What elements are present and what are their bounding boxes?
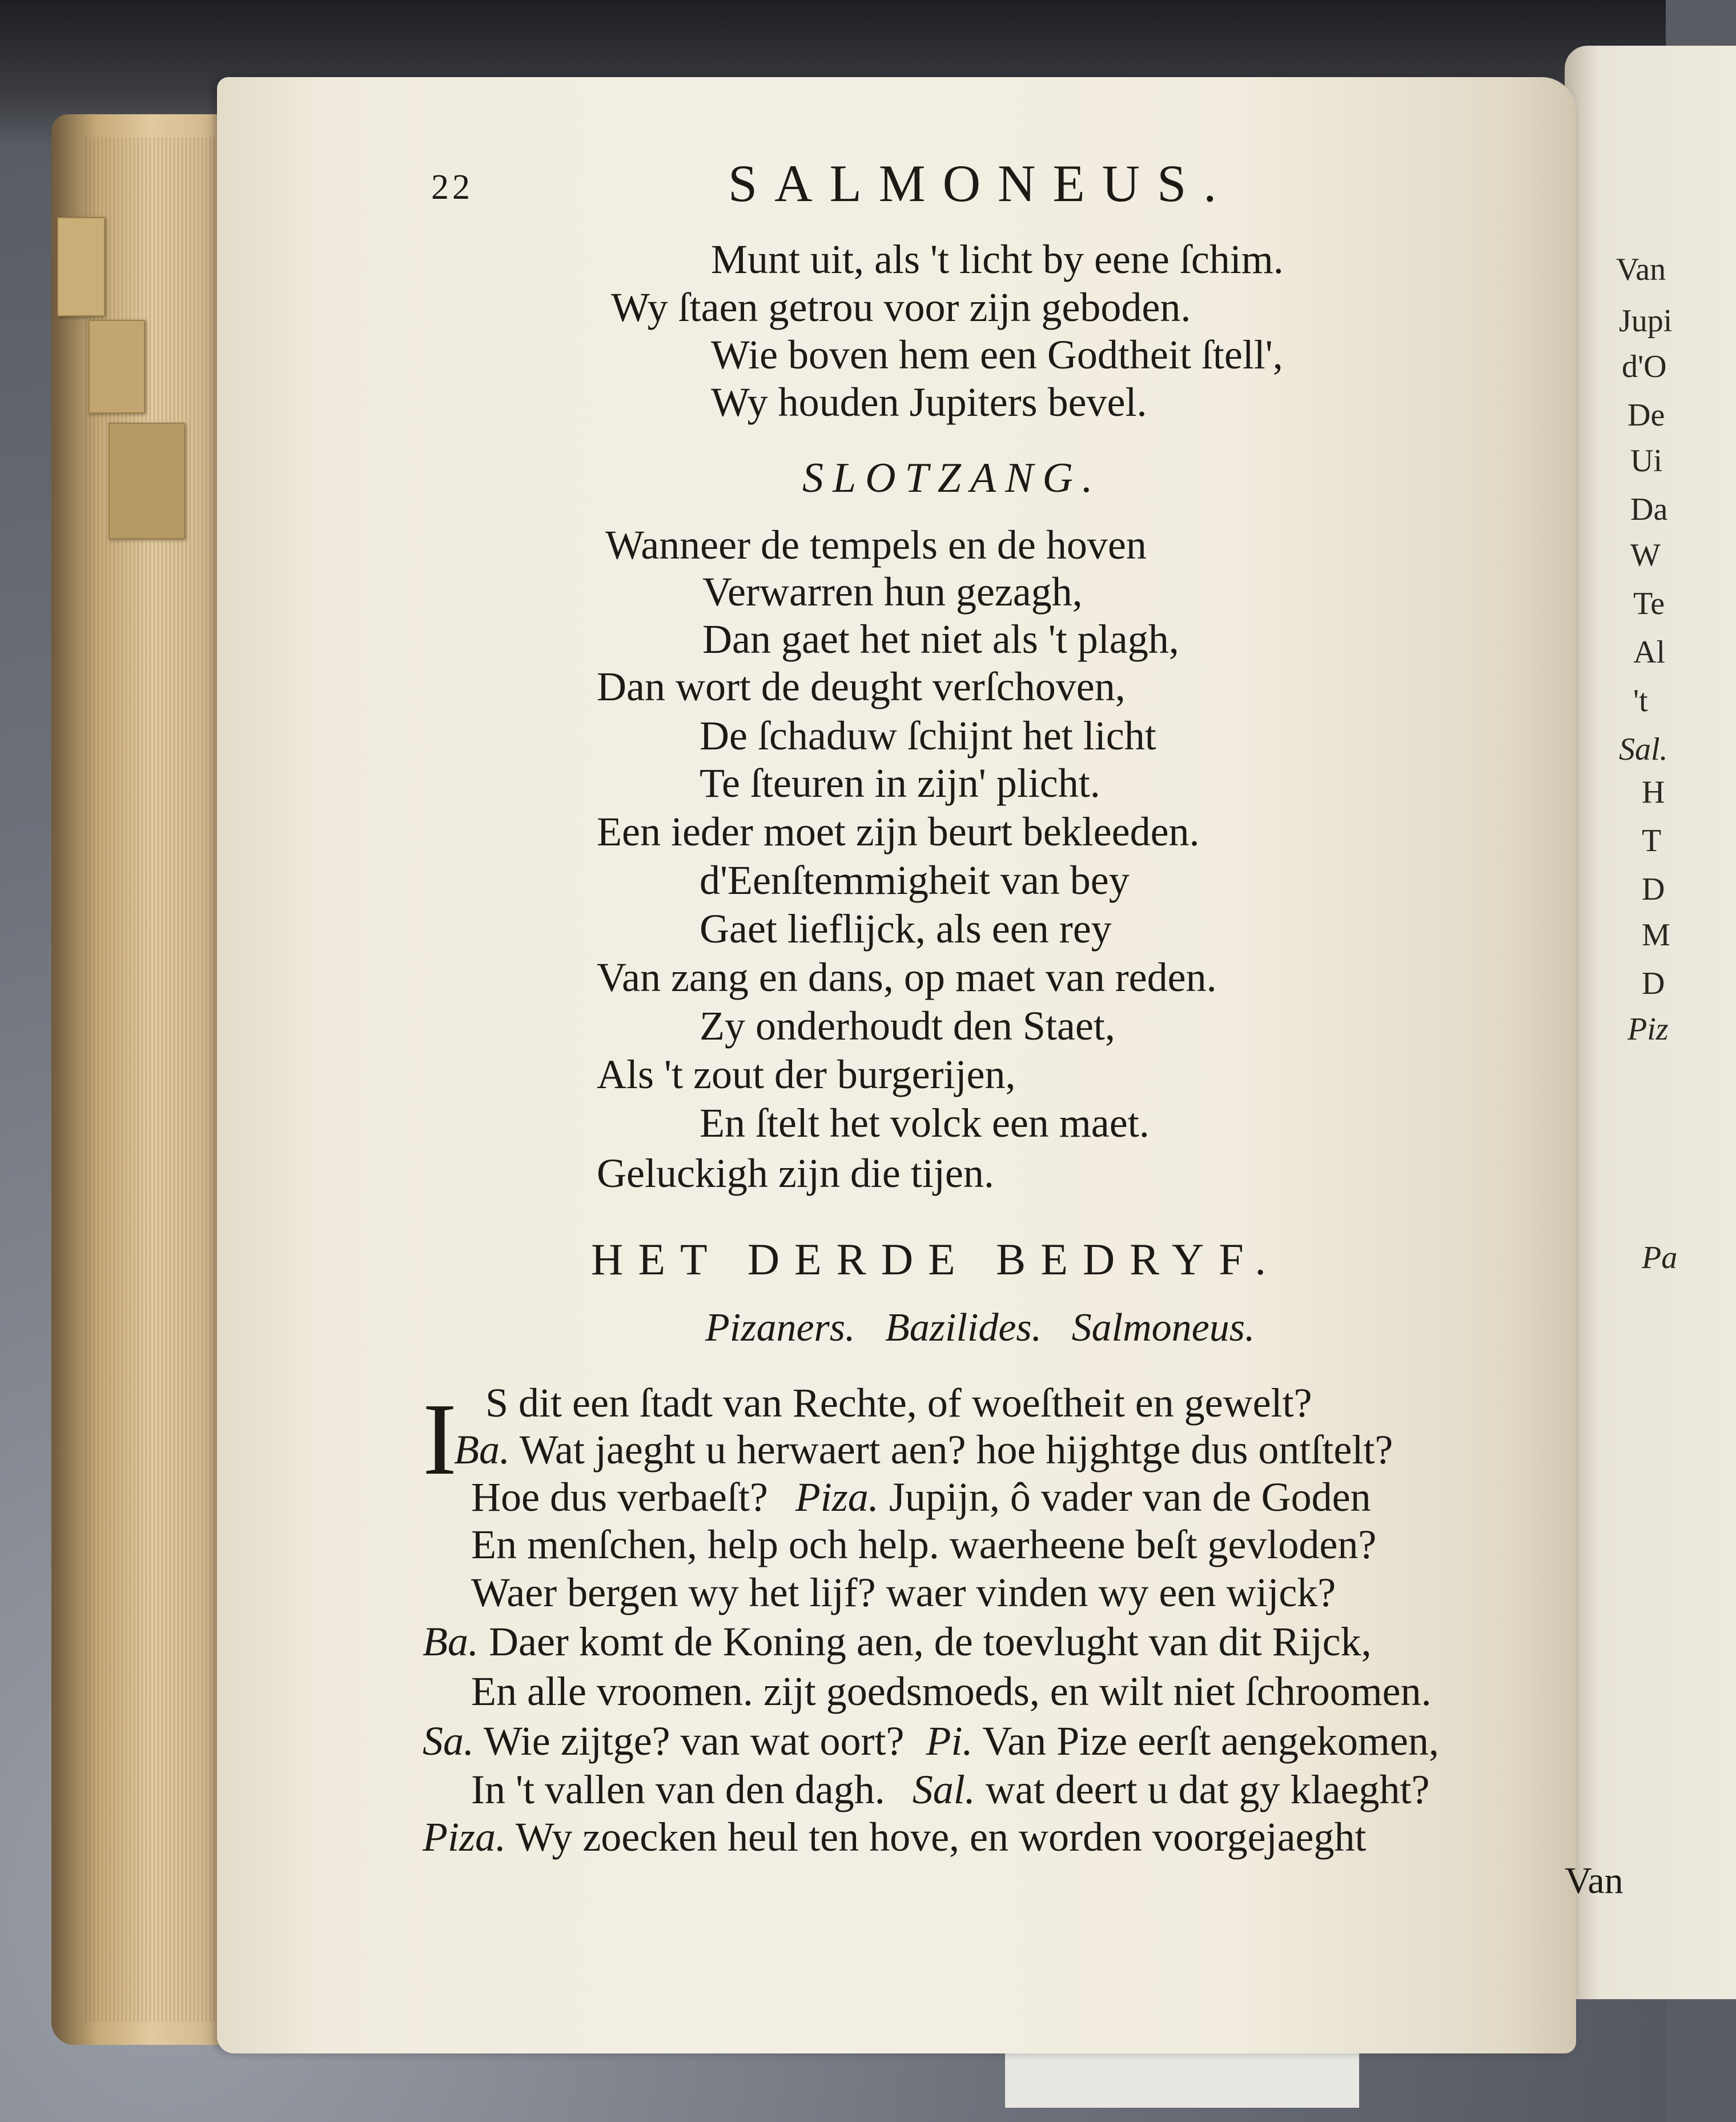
line-text: En menſchen, help och help. waerheene beſt gevloden? xyxy=(471,1522,1377,1567)
verse-line: Wie boven hem een Godtheit ſtell', xyxy=(711,332,1283,378)
line-text: Wy zoecken heul ten hove, en worden voorgejaeght xyxy=(515,1814,1367,1860)
character-list: Pizaners. Bazilides. Salmoneus. xyxy=(705,1306,1255,1350)
line-text: In 't vallen van den dagh. xyxy=(471,1767,885,1812)
dialogue-line xyxy=(423,1816,1367,1858)
dialogue-line xyxy=(471,1572,1336,1613)
dialogue-line xyxy=(471,1474,1371,1520)
facing-page-fragment: Al xyxy=(1633,635,1665,670)
facing-page-fragment: Sal. xyxy=(1619,732,1668,767)
line-text: Van Pize eerſt aengekomen, xyxy=(982,1718,1439,1764)
verse-line: Zy onderhoudt den Staet, xyxy=(700,1003,1115,1049)
verse-line: Gaet lieflijck, als een rey xyxy=(700,906,1112,952)
dialogue-line xyxy=(485,1380,1312,1426)
line-text: Daer komt de Koning aen, de toevlught van dit Rijck, xyxy=(488,1619,1372,1664)
dialogue-line xyxy=(471,1524,1376,1565)
speaker-label: Sal. xyxy=(912,1767,975,1812)
act-title: HET DERDE BEDRYF. xyxy=(591,1234,1281,1284)
facing-page-fragment: Van xyxy=(1616,252,1666,287)
facing-page-fragment: Ui xyxy=(1630,443,1662,479)
dialogue-line xyxy=(423,1621,1372,1662)
facing-page-fragment: d'O xyxy=(1622,349,1667,384)
line-text: Hoe dus verbaeſt? xyxy=(471,1474,768,1520)
line-text: Wie zijtge? van wat oort? xyxy=(483,1718,905,1764)
dialogue-line xyxy=(454,1427,1393,1473)
verse-line: Wy houden Jupiters bevel. xyxy=(711,379,1147,425)
verse-line: Een ieder moet zijn beurt bekleeden. xyxy=(597,809,1200,855)
verse-line: Van zang en dans, op maet van reden. xyxy=(597,954,1217,1000)
verse-line: Dan wort de deught verſchoven, xyxy=(597,664,1126,709)
verse-line: Dan gaet het niet als 't plagh, xyxy=(702,616,1179,662)
line-text: En alle vroomen. zijt goedsmoeds, en wilt niet ſchroomen. xyxy=(471,1668,1432,1714)
facing-page-fragment: D xyxy=(1642,872,1665,907)
paper-tab xyxy=(57,217,105,316)
dialogue-line xyxy=(471,1668,1432,1714)
dialogue-line xyxy=(423,1720,1439,1762)
facing-page-fragment: Da xyxy=(1630,492,1668,527)
running-title: SALMONEUS. xyxy=(728,154,1234,212)
verse-line: Wanneer de tempels en de hoven xyxy=(605,522,1147,568)
facing-page-fragment: H xyxy=(1642,775,1665,810)
facing-page-fragment: Pa xyxy=(1642,1240,1678,1275)
speaker-label: Ba. xyxy=(423,1619,479,1664)
drop-cap: I xyxy=(423,1382,457,1496)
line-text: wat deert u dat gy klaeght? xyxy=(985,1767,1430,1812)
speaker-label: Piza. xyxy=(795,1474,879,1520)
verse-line: Als 't zout der burgerijen, xyxy=(597,1052,1016,1097)
verse-line: De ſchaduw ſchijnt het licht xyxy=(700,713,1156,759)
catchword: Van xyxy=(1565,1860,1624,1902)
facing-page-fragment: 't xyxy=(1633,683,1648,719)
line-text: Jupijn, ô vader van de Goden xyxy=(889,1474,1371,1520)
line-text: S dit een ſtadt van Rechte, of woeſtheit en gewelt? xyxy=(485,1380,1312,1426)
paper-tab xyxy=(89,320,145,414)
speaker-label: Piza. xyxy=(423,1814,507,1860)
facing-page-fragment: W xyxy=(1630,537,1661,573)
verse-line: Geluckigh zijn die tijen. xyxy=(597,1150,994,1196)
facing-page-fragment: T xyxy=(1642,823,1662,859)
speaker-label: Ba. xyxy=(454,1427,510,1473)
dialogue-line xyxy=(471,1769,1429,1810)
paper-tab xyxy=(108,423,185,539)
line-text: Waer bergen wy het lijf? waer vinden wy een wijck? xyxy=(471,1570,1336,1615)
verse-line: d'Eenſtemmigheit van bey xyxy=(700,857,1130,903)
line-text: Wat jaeght u herwaert aen? hoe hijghtge dus ontſtelt? xyxy=(519,1427,1393,1473)
verse-line: Wy ſtaen getrou voor zijn geboden. xyxy=(611,284,1191,330)
verse-line: En ſtelt het volck een maet. xyxy=(700,1100,1150,1146)
facing-page-fragment: Te xyxy=(1633,586,1665,621)
verse-line: Munt uit, als 't licht by eene ſchim. xyxy=(711,236,1284,282)
facing-page-fragment: D xyxy=(1642,966,1665,1001)
facing-page-fragment: Jupi xyxy=(1619,303,1673,339)
page-number: 22 xyxy=(431,168,473,207)
verse-line: Te ſteuren in zijn' plicht. xyxy=(700,760,1100,806)
facing-page-fragment: Piz xyxy=(1628,1012,1669,1047)
speaker-label: Sa. xyxy=(423,1718,474,1764)
page-edges xyxy=(86,137,217,2022)
facing-page-fragment: M xyxy=(1642,917,1670,953)
section-heading: SLOTZANG. xyxy=(802,455,1102,502)
speaker-label: Pi. xyxy=(926,1718,973,1764)
verse-line: Verwarren hun gezagh, xyxy=(702,569,1083,615)
facing-page-fragment: De xyxy=(1628,398,1665,433)
